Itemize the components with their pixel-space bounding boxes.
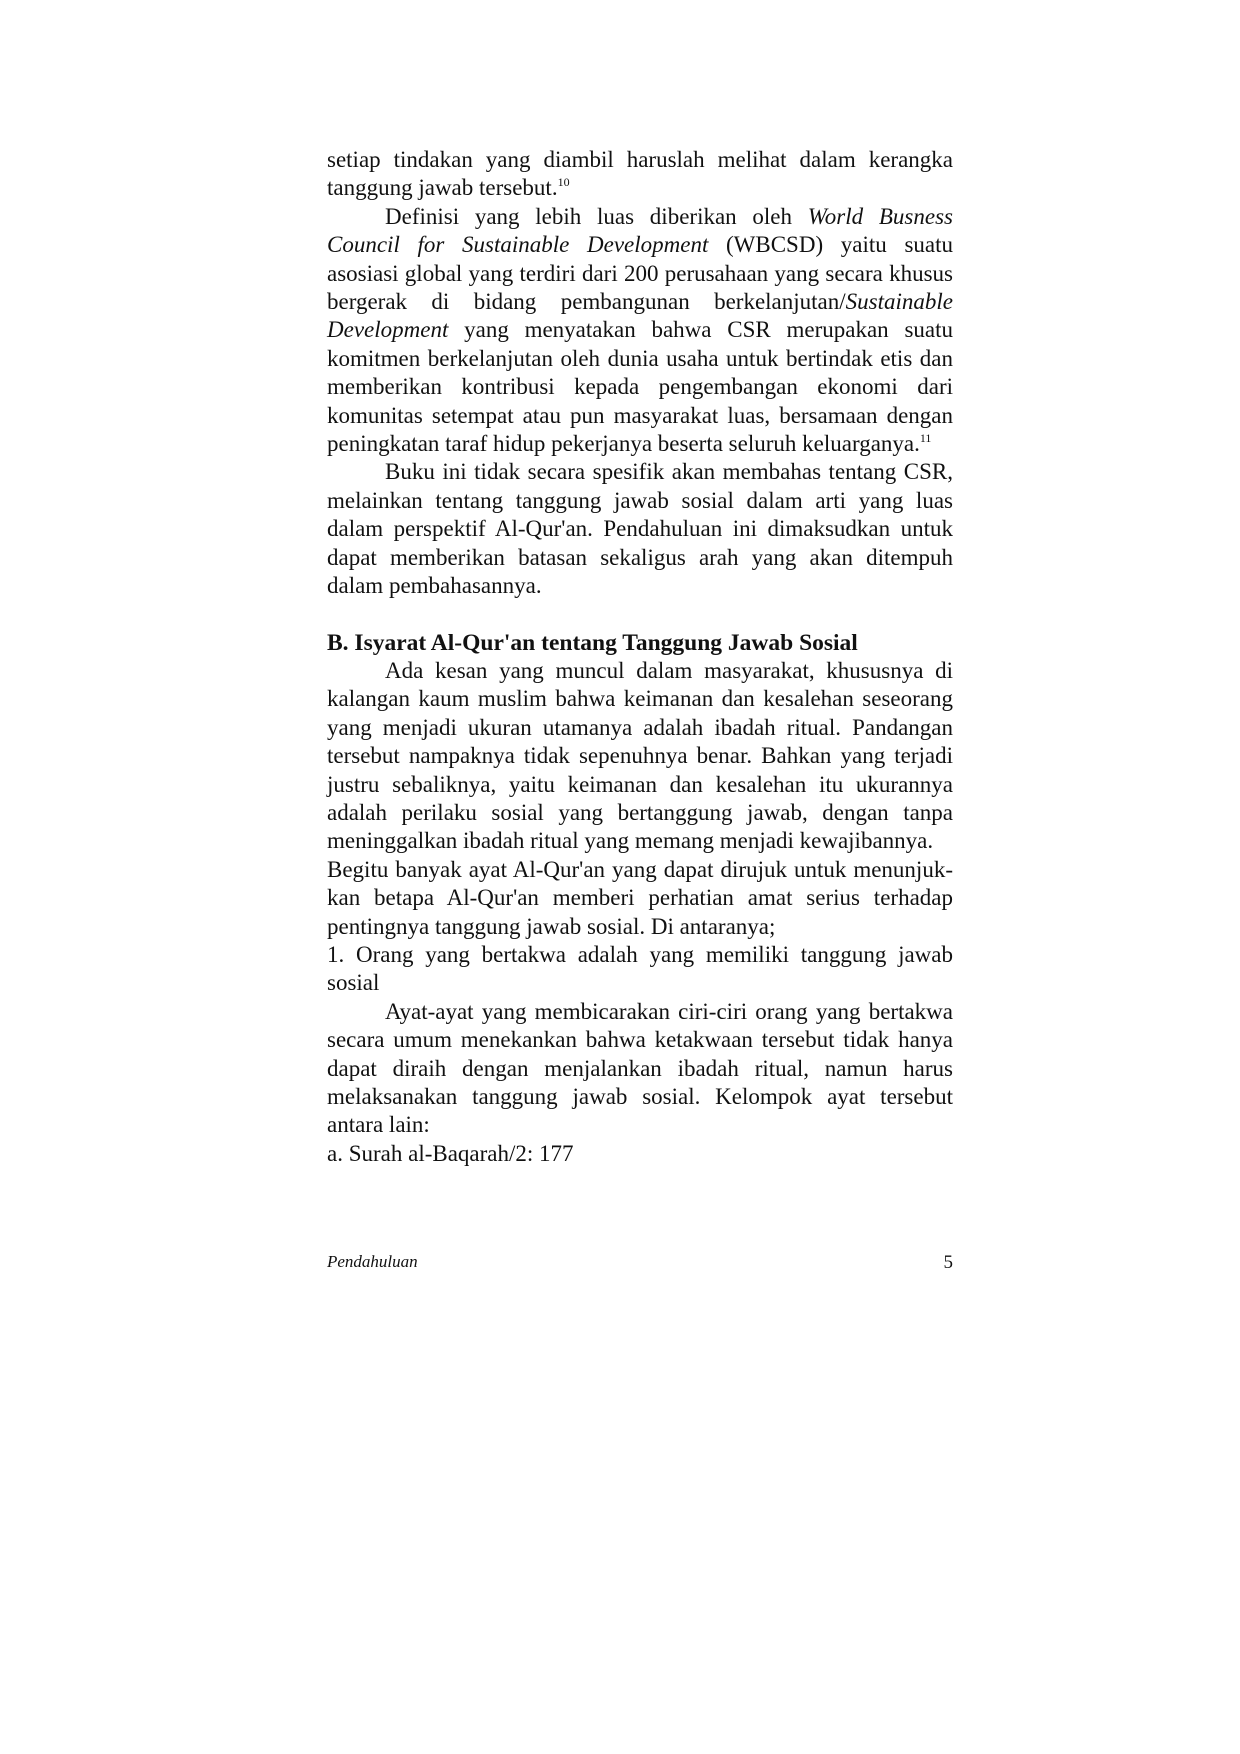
paragraph-verses-intro: Begitu banyak ayat Al-Qur'an yang dapat dirujuk untuk menunjukkan betapa Al-Qur'an memberi perhatian amat serius terhadap pentingnya tanggung jawab sosial. Di antaranya; xyxy=(327,856,953,939)
lettered-list-item: a. Surah al-Baqarah/2: 177 xyxy=(327,1140,574,1166)
section-heading: B. Isyarat Al-Qur'an tentang Tanggung Jawab Sosial xyxy=(327,629,858,656)
paragraph-text-post: yang menyatakan bahwa CSR merupakan suatu komitmen berkelanjutan oleh dunia usaha untuk bertindak etis dan memberikan kontribusi kepada pengembangan ekonomi dari komunitas setempat atau pun masyarakat luas, bersamaan dengan peningkatan taraf hidup pekerjanya beserta seluruh keluarganya. xyxy=(327,317,953,457)
page-footer xyxy=(327,1252,953,1276)
page-body xyxy=(327,146,953,1168)
numbered-list-item: 1. Orang yang bertakwa adalah yang memiliki tanggung jawab sosial xyxy=(327,941,953,996)
paragraph-taqwa-verses: Ayat-ayat yang membicarakan ciri-ciri orang yang bertakwa secara umum menekankan bahwa ketakwaan tersebut tidak hanya dapat diraih dengan menjalankan ibadah ritual, namun harus melaksanakan tanggung jawab sosial. Kelompok ayat tersebut antara lain: xyxy=(327,998,953,1138)
italic-organization-name: World Busness Council for Sustainable Development xyxy=(327,203,953,258)
paragraph-text: setiap tindakan yang diambil haruslah melihat dalam kerangka tanggung jawab tersebut. xyxy=(327,147,953,201)
paragraph-text-mid: (WBCSD) yaitu suatu asosiasi global yang terdiri dari 200 perusahaan yang secara khusus bergerak di bidang pembangunan berkelanjutan/ xyxy=(327,232,953,315)
paragraph-text-pre: Definisi yang lebih luas diberikan oleh xyxy=(385,203,808,229)
footnote-marker: 11 xyxy=(919,431,932,446)
paragraph-impression: Ada kesan yang muncul dalam masyarakat, khususnya di kalangan kaum muslim bahwa keimanan dan kesalehan seseorang yang menjadi ukuran utamanya adalah ibadah ritual. Pandangan tersebut nampaknya tidak sepenuhnya benar. Bahkan yang terjadi justru sebaliknya, yaitu keimanan dan kesalehan itu ukurannya adalah perilaku sosial yang bertanggung jawab, dengan tanpa meninggalkan ibadah ritual yang memang menjadi kewajibannya. xyxy=(327,657,953,854)
italic-term: Sustainable Development xyxy=(327,289,953,343)
page-number: 5 xyxy=(943,1252,953,1273)
footnote-marker: 10 xyxy=(557,175,570,190)
paragraph-book-scope: Buku ini tidak secara spesifik akan membahas tentang CSR, melainkan tentang tanggung jawab sosial dalam arti yang luas dalam perspektif Al-Qur'an. Pendahuluan ini dimaksudkan untuk dapat memberikan batasan sekaligus arah yang akan ditempuh dalam pembahasannya. xyxy=(327,459,953,599)
paragraph-continuation xyxy=(327,146,953,203)
footer-chapter-label: Pendahuluan xyxy=(327,1252,418,1271)
paragraph-wbcsd-definition xyxy=(327,203,953,459)
